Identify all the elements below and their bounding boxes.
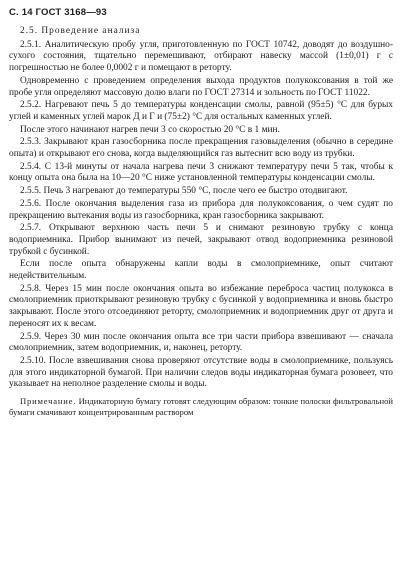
paragraph-2-5-4: 2.5.4. С 13-й минуты от начала нагрева печи 3 снижают температуру печи 5 так, чтобы к концу опыта она была на 10—20 °С ниже установленной температуры конденсации смолы. xyxy=(9,161,393,184)
page-header: С. 14 ГОСТ 3168—93 xyxy=(9,7,107,18)
note-label: Примечание. xyxy=(20,396,77,407)
note-text: Индикаторную бумагу готовят следующим образом: тонкие полоски фильтровальной бумаги смачивают концентрированным раствором xyxy=(9,396,393,417)
paragraph-2-5-9: 2.5.9. Через 30 мин после окончания опыта все три части прибора взвешивают — сначала смолоприемник, затем водоприемник, и, наконец, реторту. xyxy=(9,331,393,354)
paragraph-2-5-10: 2.5.10. После взвешивания снова проверяют отсутствие воды в смолоприемнике, пользуясь для этого индикаторной бумагой. При наличии следов воды индикаторная бумага розовеет, что указывает на неполное разделение смолы и воды. xyxy=(9,355,393,390)
paragraph-moisture: Одновременно с проведением определения выхода продуктов полукоксования в той же пробе угля определяют массовую долю влаги по ГОСТ 27314 и зольность по ГОСТ 11022. xyxy=(9,75,393,98)
section-title: 2.5. Проведение анализа xyxy=(20,26,141,36)
paragraph-2-5-1: 2.5.1. Аналитическую пробу угля, приготовленную по ГОСТ 10742, доводят до воздушно-сухого состояния, тщательно перемешивают, отбирают навеску массой (1±0,01) г с погрешностью не более 0,0002 г и помещают в реторту. xyxy=(9,39,393,74)
paragraph-2-5-6: 2.5.6. После окончания выделения газа из прибора для полукоксования, о чем судят по прекращению вытекания воды из газосборника, кран газосборника закрывают. xyxy=(9,198,393,221)
paragraph-2-5-2: 2.5.2. Нагревают печь 5 до температуры конденсации смолы, равной (95±5) °С для бурых углей и каменных углей марок Д и Г и (75±2) °С для остальных каменных углей. xyxy=(9,100,393,122)
paragraph-2-5-7: 2.5.7. Открывают верхнюю часть печи 5 и снимают резиновую трубку с конца водоприемника. Прибор вынимают из печей, закрывают отвод водоприемника резиновой трубкой с бусинкой. xyxy=(9,223,393,257)
paragraph-2-5-5: 2.5.5. Печь 3 нагревают до температуры 550 °С, после чего ее быстро отодвигают. xyxy=(20,186,348,197)
paragraph-invalid-test: Если после опыта обнаружены капли воды в смолоприемнике, опыт считают недействительным. xyxy=(9,259,393,282)
paragraph-heating: После этого начинают нагрев печи 3 со скоростью 20 °С в 1 мин. xyxy=(20,124,280,135)
paragraph-2-5-8: 2.5.8. Через 15 мин после окончания опыта во избежание переброса частиц полукокса в смолоприемник приоткрывают резиновую трубку с бусинкой у водоприемника и вновь быстро закрывают. После этого отсоединяют реторту, смолоприемник и водоприемник друг от друга и переносят их к весам. xyxy=(9,283,393,329)
paragraph-2-5-3: 2.5.3. Закрывают кран газосборника после прекращения газовыделения (обычно в середине опыта) и открывают его снова, когда выделяющийся газ вытеснит всю воду из трубки. xyxy=(9,137,393,160)
note xyxy=(9,396,393,417)
